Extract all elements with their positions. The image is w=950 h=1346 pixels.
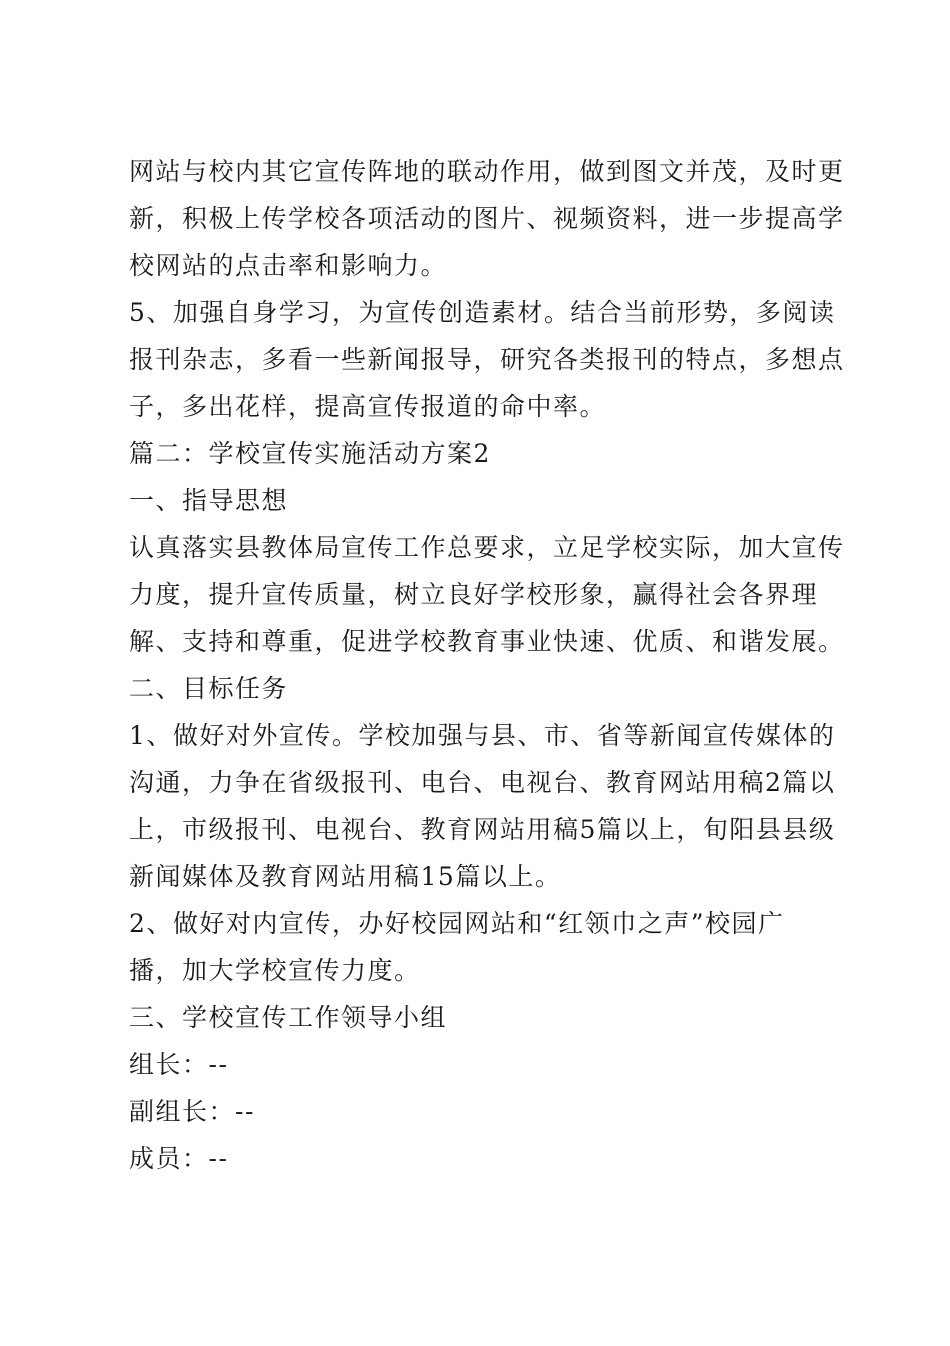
text-line: 子，多出花样，提高宣传报道的命中率。 bbox=[129, 392, 607, 421]
text-line: 二、目标任务 bbox=[129, 674, 289, 703]
text-line: 篇二：学校宣传实施活动方案2 bbox=[129, 439, 491, 468]
text-line: 新，积极上传学校各项活动的图片、视频资料，进一步提高学 bbox=[129, 204, 845, 233]
members-line bbox=[129, 1135, 829, 1182]
text-line: 5、加强自身学习，为宣传创造素材。结合当前形势，多阅读 bbox=[129, 298, 836, 327]
text-line: 沟通，力争在省级报刊、电台、电视台、教育网站用稿2篇以 bbox=[129, 768, 836, 797]
paragraph-website-linkage bbox=[129, 148, 845, 289]
text-line: 一、指导思想 bbox=[129, 486, 289, 515]
text-line: 成员：-- bbox=[129, 1144, 229, 1173]
group-leader-line bbox=[129, 1041, 829, 1088]
paragraph-internal-publicity bbox=[129, 900, 829, 994]
heading-guiding-ideology bbox=[129, 477, 829, 524]
text-line: 解、支持和尊重，促进学校教育事业快速、优质、和谐发展。 bbox=[129, 627, 845, 656]
section-title-plan-2 bbox=[129, 430, 829, 477]
text-line: 认真落实县教体局宣传工作总要求，立足学校实际，加大宣传 bbox=[129, 533, 845, 562]
text-line: 三、学校宣传工作领导小组 bbox=[129, 1003, 448, 1032]
text-line: 力度，提升宣传质量，树立良好学校形象，赢得社会各界理 bbox=[129, 580, 819, 609]
text-line: 网站与校内其它宣传阵地的联动作用，做到图文并茂，及时更 bbox=[129, 157, 845, 186]
text-line: 上，市级报刊、电视台、教育网站用稿5篇以上，旬阳县县级 bbox=[129, 815, 836, 844]
deputy-leader-line bbox=[129, 1088, 829, 1135]
text-line: 校网站的点击率和影响力。 bbox=[129, 251, 448, 280]
text-line: 组长：-- bbox=[129, 1050, 229, 1079]
text-line: 新闻媒体及教育网站用稿15篇以上。 bbox=[129, 862, 562, 891]
heading-leadership-group bbox=[129, 994, 829, 1041]
text-line: 2、做好对内宣传，办好校园网站和“红领巾之声”校园广 bbox=[129, 909, 785, 938]
heading-goals-tasks bbox=[129, 665, 829, 712]
document-body bbox=[129, 148, 845, 1182]
paragraph-external-publicity bbox=[129, 712, 836, 900]
paragraph-guiding-ideology bbox=[129, 524, 845, 665]
text-line: 报刊杂志，多看一些新闻报导，研究各类报刊的特点，多想点 bbox=[129, 345, 845, 374]
text-line: 副组长：-- bbox=[129, 1097, 255, 1126]
text-line: 1、做好对外宣传。学校加强与县、市、省等新闻宣传媒体的 bbox=[129, 721, 836, 750]
paragraph-self-study bbox=[129, 289, 845, 430]
text-line: 播，加大学校宣传力度。 bbox=[129, 956, 421, 985]
